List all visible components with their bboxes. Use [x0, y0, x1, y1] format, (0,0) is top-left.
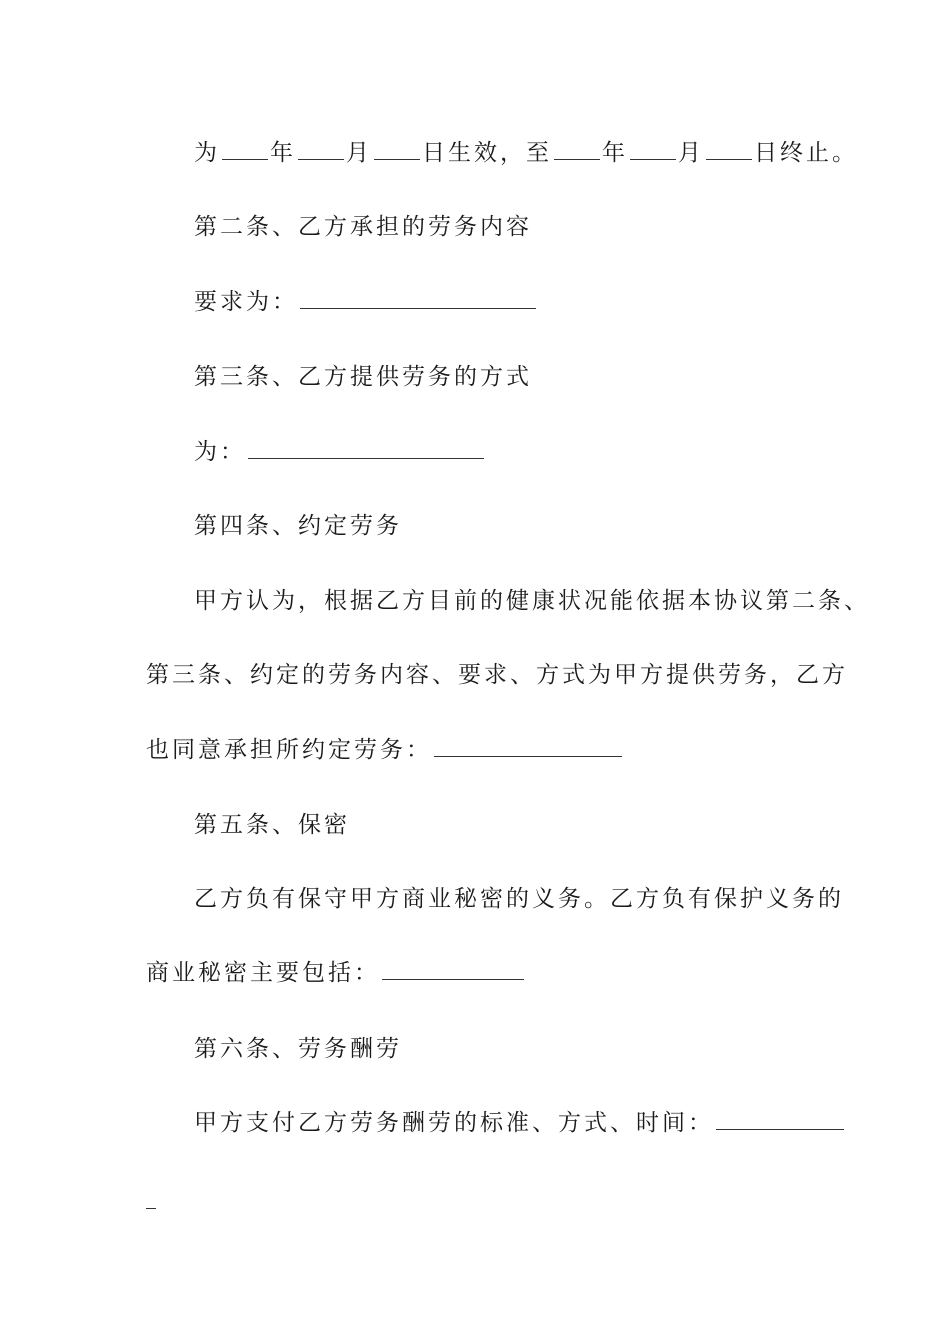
- article-2-heading: 第二条、乙方承担的劳务内容: [194, 214, 532, 240]
- text-month-2: 月: [678, 140, 704, 166]
- article-4-paragraph-line-1: 甲方认为，根据乙方目前的健康状况能依据本协议第二条、: [194, 588, 870, 614]
- start-day-blank: [374, 141, 420, 160]
- method-blank: [248, 440, 484, 459]
- trade-secrets-label: 商业秘密主要包括：: [146, 960, 380, 986]
- text-month: 月: [346, 140, 372, 166]
- start-year-blank: [222, 141, 268, 160]
- end-year-blank: [554, 141, 600, 160]
- agreed-services-blank: [434, 738, 622, 757]
- text-for: 为: [194, 140, 220, 166]
- article-6-heading: 第六条、劳务酬劳: [194, 1036, 402, 1062]
- start-month-blank: [298, 141, 344, 160]
- method-line: [194, 437, 486, 467]
- article-4-heading: 第四条、约定劳务: [194, 513, 402, 539]
- requirements-label: 要求为：: [194, 289, 298, 315]
- method-label: 为：: [194, 439, 246, 465]
- text-terminate: 日终止。: [754, 140, 858, 166]
- remuneration-label: 甲方支付乙方劳务酬劳的标准、方式、时间：: [194, 1110, 714, 1136]
- article-5-paragraph-line-2: [146, 958, 526, 988]
- article-4-paragraph-line-3: [146, 735, 624, 765]
- article-5-heading: 第五条、保密: [194, 812, 350, 838]
- article-4-paragraph-line-2: 第三条、约定的劳务内容、要求、方式为甲方提供劳务，乙方: [146, 662, 848, 688]
- text-year-2: 年: [602, 140, 628, 166]
- article-6-paragraph-line-1: [194, 1108, 846, 1138]
- requirements-line: [194, 287, 538, 317]
- end-day-blank: [706, 141, 752, 160]
- text-year: 年: [270, 140, 296, 166]
- end-month-blank: [630, 141, 676, 160]
- trade-secrets-blank: [382, 961, 524, 980]
- term-effective-line: [194, 138, 858, 168]
- text-effective-to: 日生效，至: [422, 140, 552, 166]
- requirements-blank: [300, 290, 536, 309]
- agreed-services-label: 也同意承担所约定劳务：: [146, 737, 432, 763]
- remuneration-blank-continuation: [146, 1208, 156, 1209]
- article-5-paragraph-line-1: 乙方负有保守甲方商业秘密的义务。乙方负有保护义务的: [194, 886, 844, 912]
- article-3-heading: 第三条、乙方提供劳务的方式: [194, 364, 532, 390]
- remuneration-blank: [716, 1111, 844, 1130]
